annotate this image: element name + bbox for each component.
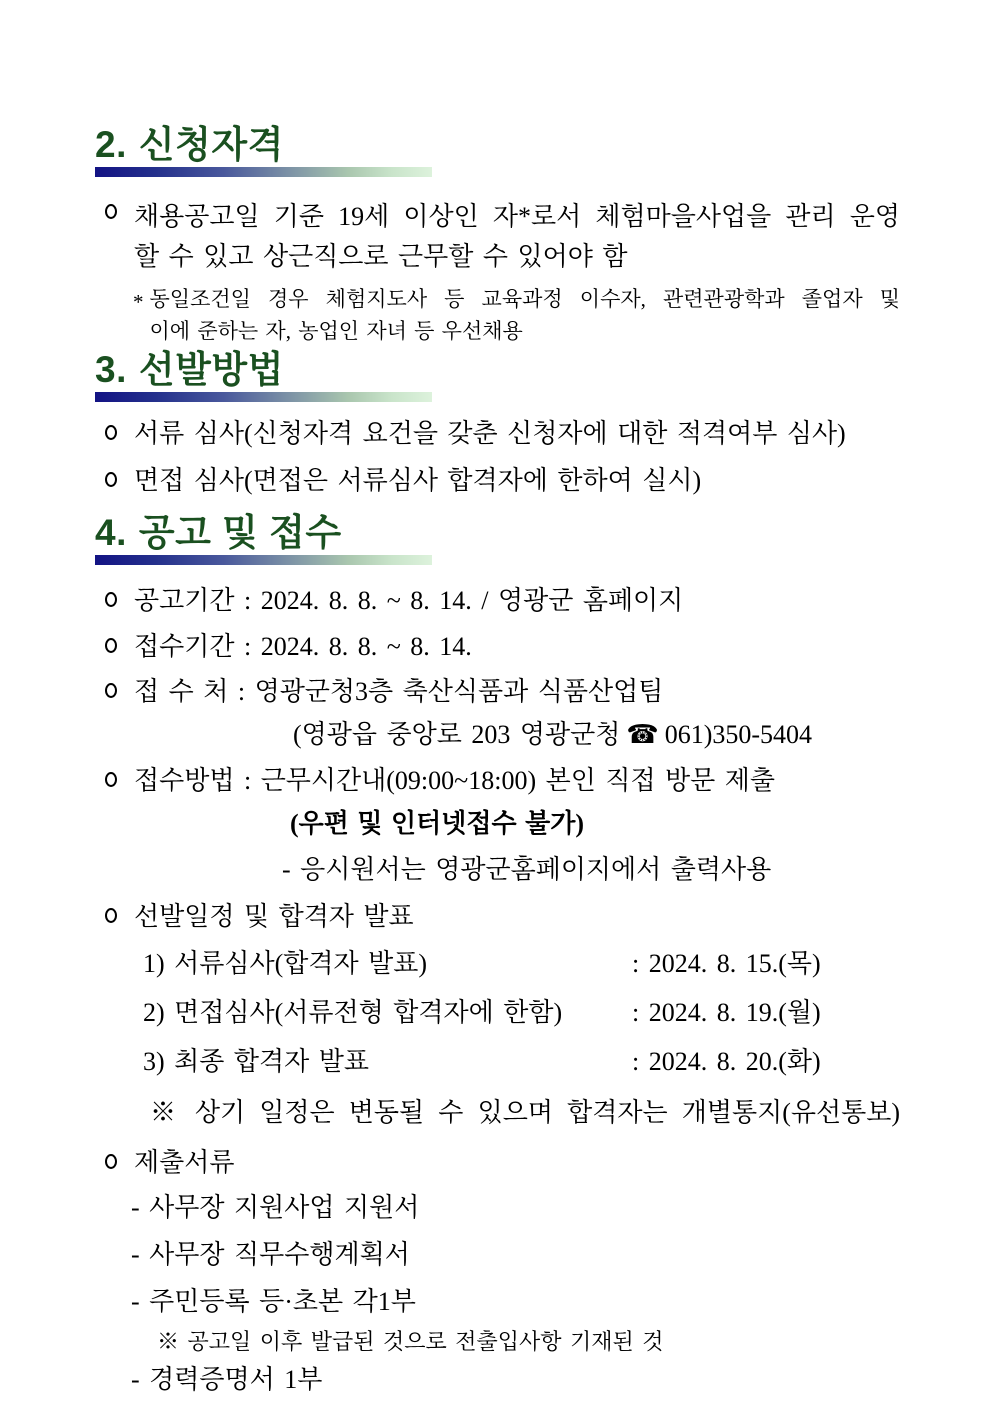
resident-register-note: ※ 공고일 이후 발급된 것으로 전출입사항 기재된 것 (157, 1329, 664, 1355)
circle-bullet-icon (105, 772, 117, 787)
schedule-title-text: 선발일정 및 합격자 발표 (134, 901, 414, 931)
no-mail-internet-note: (우편 및 인터넷접수 불가) (290, 809, 584, 839)
document-item-work-plan: - 사무장 직무수행계획서 (131, 1240, 410, 1270)
heading-number: 2. (95, 124, 127, 165)
asterisk-marker: * (133, 290, 144, 315)
section-title (95, 126, 900, 163)
eligibility-line2: 할 수 있고 상근직으로 근무할 수 있어야 함 (134, 241, 628, 271)
selection-bullet-documents (95, 418, 900, 449)
phone-number: 061)350-5404 (664, 719, 813, 749)
section-heading-selection-method (95, 351, 900, 402)
application-method-text: 접수방법 : 근무시간내(09:00~18:00) 본인 직접 방문 제출 (134, 766, 776, 796)
eligibility-footnote (95, 284, 900, 347)
schedule-row-final-announcement (95, 1046, 900, 1077)
section-title (95, 512, 900, 554)
application-method-row (95, 765, 900, 796)
schedule-date: : 2024. 8. 20.(화) (632, 1047, 821, 1077)
footnote-text (150, 284, 901, 347)
heading-underline-bar (95, 555, 432, 565)
circle-bullet-icon (105, 472, 117, 487)
section-heading-notice-and-application (95, 514, 900, 565)
selection-bullet-text: 면접 심사(면접은 서류심사 합격자에 한하여 실시) (134, 466, 702, 496)
circle-bullet-icon (105, 683, 117, 698)
application-place-address-row (95, 719, 900, 751)
application-place-row (95, 676, 900, 707)
document-item-resident-register: - 주민등록 등·초본 각1부 (131, 1287, 416, 1317)
heading-number: 3. (95, 349, 127, 391)
circle-bullet-icon (105, 638, 117, 653)
documents-title-row (95, 1147, 900, 1178)
selection-bullet-interview (95, 465, 900, 496)
schedule-row-document-review (95, 948, 900, 979)
heading-title: 신청자격 (138, 124, 284, 165)
documents-title-text: 제출서류 (134, 1147, 235, 1177)
section-heading-eligibility (95, 126, 900, 177)
notice-period-text: 공고기간 : 2024. 8. 8. ~ 8. 14. / 영광군 홈페이지 (134, 586, 684, 616)
address-text: (영광읍 중앙로 203 영광군청 (293, 719, 621, 749)
document-item-career-certificate: - 경력증명서 1부 (131, 1364, 323, 1394)
section-title (95, 349, 900, 391)
footnote-line2: 이에 준하는 자, 농업인 자녀 등 우선채용 (149, 318, 523, 343)
schedule-change-note: ※ 상기 일정은 변동될 수 있으며 합격자는 개별통지(유선통보) (150, 1098, 900, 1128)
circle-bullet-icon (105, 1154, 117, 1169)
document-item-application-form: - 사무장 지원사업 지원서 (131, 1192, 420, 1222)
eligibility-line1: 채용공고일 기준 19세 이상인 자*로서 체험마을사업을 관리 운영 (134, 202, 900, 231)
application-period-row (95, 631, 900, 662)
circle-bullet-icon (105, 908, 117, 923)
schedule-label: 2) 면접심사(서류전형 합격자에 한함) (143, 998, 563, 1028)
circle-bullet-icon (105, 204, 117, 219)
schedule-title-row (95, 901, 900, 932)
application-form-note: - 응시원서는 영광군홈페이지에서 출력사용 (282, 854, 772, 884)
selection-bullet-text: 서류 심사(신청자격 요건을 갖춘 신청자에 대한 적격여부 심사) (134, 419, 846, 449)
schedule-date: : 2024. 8. 19.(월) (632, 998, 821, 1028)
schedule-row-interview (95, 997, 900, 1028)
circle-bullet-icon (105, 425, 117, 440)
schedule-date: : 2024. 8. 15.(목) (632, 948, 821, 978)
circle-bullet-icon (105, 592, 117, 607)
notice-period-row (95, 585, 900, 616)
heading-number: 4. (95, 512, 127, 554)
telephone-icon: ☎ (626, 719, 659, 750)
heading-underline-bar (95, 392, 432, 402)
footnote-line1: 동일조건일 경우 체험지도사 등 교육과정 이수자, 관련관광학과 졸업자 및 (149, 287, 900, 312)
application-period-text: 접수기간 : 2024. 8. 8. ~ 8. 14. (134, 631, 472, 661)
heading-underline-bar (95, 167, 432, 177)
heading-title: 선발방법 (138, 349, 284, 391)
application-place-text: 접 수 처 : 영광군청3층 축산식품과 식품산업팀 (134, 676, 664, 706)
eligibility-text (134, 197, 900, 276)
schedule-label: 3) 최종 합격자 발표 (143, 1047, 369, 1077)
eligibility-bullet (95, 197, 900, 276)
schedule-label: 1) 서류심사(합격자 발표) (143, 948, 428, 978)
heading-title: 공고 및 접수 (138, 512, 342, 554)
